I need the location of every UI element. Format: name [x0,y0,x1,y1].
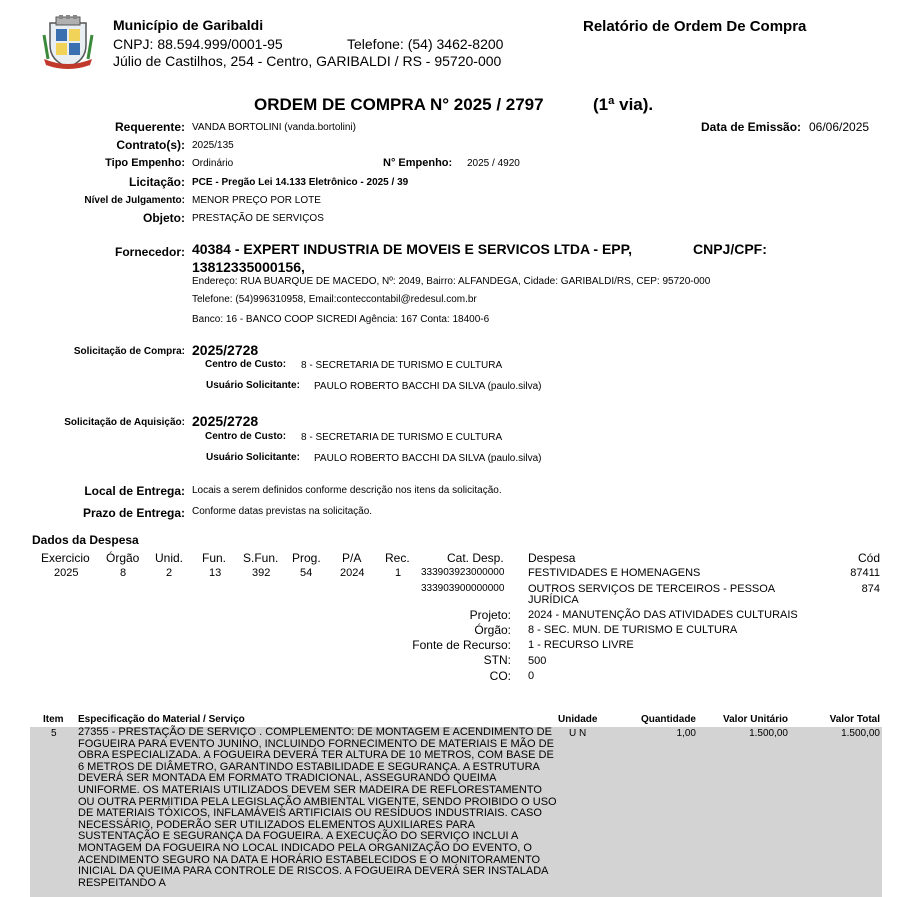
requerente-value: VANDA BORTOLINI (vanda.bortolini) [192,122,356,133]
fonte-recurso-value: 1 - RECURSO LIVRE [528,639,634,651]
despesa-pa: 2024 [340,567,365,579]
despesa-desc-2: OUTROS SERVIÇOS DE TERCEIROS - PESSOA [528,583,776,595]
despesa-desc-2-cont: JURÍDICA [528,594,579,606]
usuario-solicitante-value: PAULO ROBERTO BACCHI DA SILVA (paulo.silva) [314,381,542,392]
despesa-unid: 2 [166,567,173,579]
item-quantidade: 1,00 [676,728,696,739]
nivel-julgamento-value: MENOR PREÇO POR LOTE [192,195,321,206]
despesa-header-pa: P/A [342,551,362,565]
co-label: CO: [489,669,511,683]
despesa-cat-2: 333903900000000 [421,583,505,594]
order-title: ORDEM DE COMPRA N° 2025 / 2797 [254,95,544,114]
fornecedor-bank: Banco: 16 - BANCO COOP SICREDI Agência: 167 Conta: 18400-6 [192,314,490,325]
contratos-label: Contrato(s): [116,138,185,152]
item-specification: 27355 - PRESTAÇÃO DE SERVIÇO . COMPLEMENTO: DE MONTAGEM E ACENDIMENTO DE FOGUEIRA PARA EVENTO JUNINO, INCLUINDO FORNECIMENTO DE MATERIAIS E MÃO DE OBRA ESPECIALIZADA. A FOGUEIRA DEVERÁ TER ALTURA DE 10 METROS, COM BASE DE 6 METROS DE DIÂMETRO, GARANTINDO ESTABILIDADE E SEGURANÇA. A ESTRUTURA DEVERÁ SER MONTADA EM FORMATO TRADICIONAL, ASSEGURANDO QUEIMA UNIFORME. OS MATERIAIS UTILIZADOS DEVEM SER MADEIRA DE REFLORESTAMENTO OU OUTRA PERMITIDA PELA LEGISLAÇÃO AMBIENTAL VIGENTE, SENDO PROIBIDO O USO DE MATERIAIS TÓXICOS, INFLAMÁVEIS ARTIFICIAIS OU RESÍDUOS INDUSTRIAIS. CASO NECESSÁRIO, PODERÃO SER UTILIZADOS ELEMENTOS AUXILIARES PARA SUSTENTAÇÃO E SEGURANÇA DA FOGUEIRA. A EXECUÇÃO DO SERVIÇO INCLUI A MONTAGEM DA FOGUEIRA NO LOCAL INDICADO PELA ORGANIZAÇÃO DO EVENTO, O ACENDIMENTO SEGURO NA DATA E HORÁRIO ESTABELECIDOS E O MONITORAMENTO INICIAL DA QUEIMA PARA CONTROLE DE RISCOS. A FOGUEIRA DEVERÁ SER INSTALADA RESPEITANDO A [78,726,557,889]
stn-label: STN: [483,653,511,667]
municipality-name: Município de Garibaldi [113,17,264,33]
despesa-header-prog: Prog. [292,551,321,565]
despesa-orgao: 8 [120,567,127,579]
objeto-value: PRESTAÇÃO DE SERVIÇOS [192,213,324,224]
local-entrega-label: Local de Entrega: [84,484,185,498]
stn-value: 500 [528,655,547,667]
num-empenho-value: 2025 / 4920 [467,158,520,169]
prazo-entrega-value: Conforme datas previstas na solicitação. [192,506,373,517]
items-header-valor-unitario: Valor Unitário [722,714,788,725]
data-emissao-value: 06/06/2025 [809,120,870,134]
contratos-value: 2025/135 [192,140,234,151]
usuario-solicitante-label: Usuário Solicitante: [206,380,300,391]
fonte-recurso-label: Fonte de Recurso: [412,638,511,652]
municipality-address: Júlio de Castilhos, 254 - Centro, GARIBALDI / RS - 95720-000 [113,53,502,69]
tipo-empenho-value: Ordinário [192,158,234,169]
despesa-cat-1: 333903923000000 [421,567,505,578]
solicitacao-aquisicao-label: Solicitação de Aquisição: [64,417,185,428]
despesa-cod-2: 874 [861,583,880,595]
municipal-crest-icon [42,15,94,69]
items-header-unidade: Unidade [558,714,598,725]
item-valor-total: 1.500,00 [841,728,880,739]
despesa-header-rec: Rec. [385,551,410,565]
despesa-desc-1: FESTIVIDADES E HOMENAGENS [528,567,701,579]
item-number: 5 [51,728,57,739]
order-via: (1ª via). [593,95,654,114]
item-valor-unitario: 1.500,00 [749,728,788,739]
objeto-label: Objeto: [143,211,185,225]
despesa-fun: 13 [209,567,222,579]
aquisicao-centro-custo-label: Centro de Custo: [205,431,287,442]
fornecedor-address: Endereço: RUA BUARQUE DE MACEDO, Nº: 2049, Bairro: ALFANDEGA, Cidade: GARIBALDI/RS, CEP: 95720-000 [192,276,711,287]
num-empenho-label: N° Empenho: [383,157,453,169]
items-header-item: Item [43,714,64,725]
despesa-exercicio: 2025 [54,567,79,579]
items-header-spec: Especificação do Material / Serviço [78,714,245,725]
item-unidade: U N [569,728,587,739]
despesa-rec: 1 [395,567,402,579]
despesa-header-unid: Unid. [155,551,184,565]
orgao-label: Órgão: [474,623,511,637]
aquisicao-usuario-label: Usuário Solicitante: [206,452,300,463]
despesa-header-cat: Cat. Desp. [447,551,504,565]
aquisicao-usuario-value: PAULO ROBERTO BACCHI DA SILVA (paulo.silva) [314,453,542,464]
items-header-valor-total: Valor Total [829,714,880,725]
solicitacao-compra-label: Solicitação de Compra: [73,346,185,357]
nivel-julgamento-label: Nível de Julgamento: [84,195,185,206]
prazo-entrega-label: Prazo de Entrega: [82,506,185,520]
items-header-quantidade: Quantidade [640,714,696,725]
requerente-label: Requerente: [114,120,185,134]
despesa-sfun: 392 [252,567,271,579]
solicitacao-aquisicao-number: 2025/2728 [192,413,259,429]
despesa-header-sfun: S.Fun. [243,551,279,565]
fornecedor-cnpj: 13812335000156, [192,259,305,275]
despesa-header-orgao: Órgão [106,551,140,565]
orgao-value: 8 - SEC. MUN. DE TURISMO E CULTURA [528,624,738,636]
licitacao-label: Licitação: [128,175,185,189]
municipality-cnpj: CNPJ: 88.594.999/0001-95 [113,36,283,52]
centro-custo-label: Centro de Custo: [205,359,287,370]
despesa-header-despesa: Despesa [528,551,576,565]
licitacao-value: PCE - Pregão Lei 14.133 Eletrônico - 2025 / 39 [192,177,409,188]
despesa-header-fun: Fun. [202,551,227,565]
projeto-value: 2024 - MANUTENÇÃO DAS ATIVIDADES CULTURAIS [528,609,798,621]
solicitacao-compra-number: 2025/2728 [192,342,259,358]
despesa-section-title: Dados da Despesa [32,533,139,547]
despesa-cod-1: 87411 [850,567,880,579]
co-value: 0 [528,670,535,682]
report-title: Relatório de Ordem De Compra [583,18,807,35]
tipo-empenho-label: Tipo Empenho: [105,157,185,169]
fornecedor-phone-email: Telefone: (54)996310958, Email:conteccontabil@redesul.com.br [192,294,477,305]
despesa-header-cod: Cód [857,551,880,565]
fornecedor-name: 40384 - EXPERT INDUSTRIA DE MOVEIS E SERVICOS LTDA - EPP, [192,241,633,257]
aquisicao-centro-custo-value: 8 - SECRETARIA DE TURISMO E CULTURA [301,432,503,443]
local-entrega-value: Locais a serem definidos conforme descrição nos itens da solicitação. [192,485,502,496]
municipality-phone: Telefone: (54) 3462-8200 [347,36,504,52]
despesa-prog: 54 [300,567,313,579]
centro-custo-value: 8 - SECRETARIA DE TURISMO E CULTURA [301,360,503,371]
fornecedor-label: Fornecedor: [114,245,185,259]
data-emissao-label: Data de Emissão: [701,120,802,134]
despesa-header-exercicio: Exercicio [41,551,90,565]
projeto-label: Projeto: [469,608,511,622]
fornecedor-cnpj-label: CNPJ/CPF: [693,241,767,257]
